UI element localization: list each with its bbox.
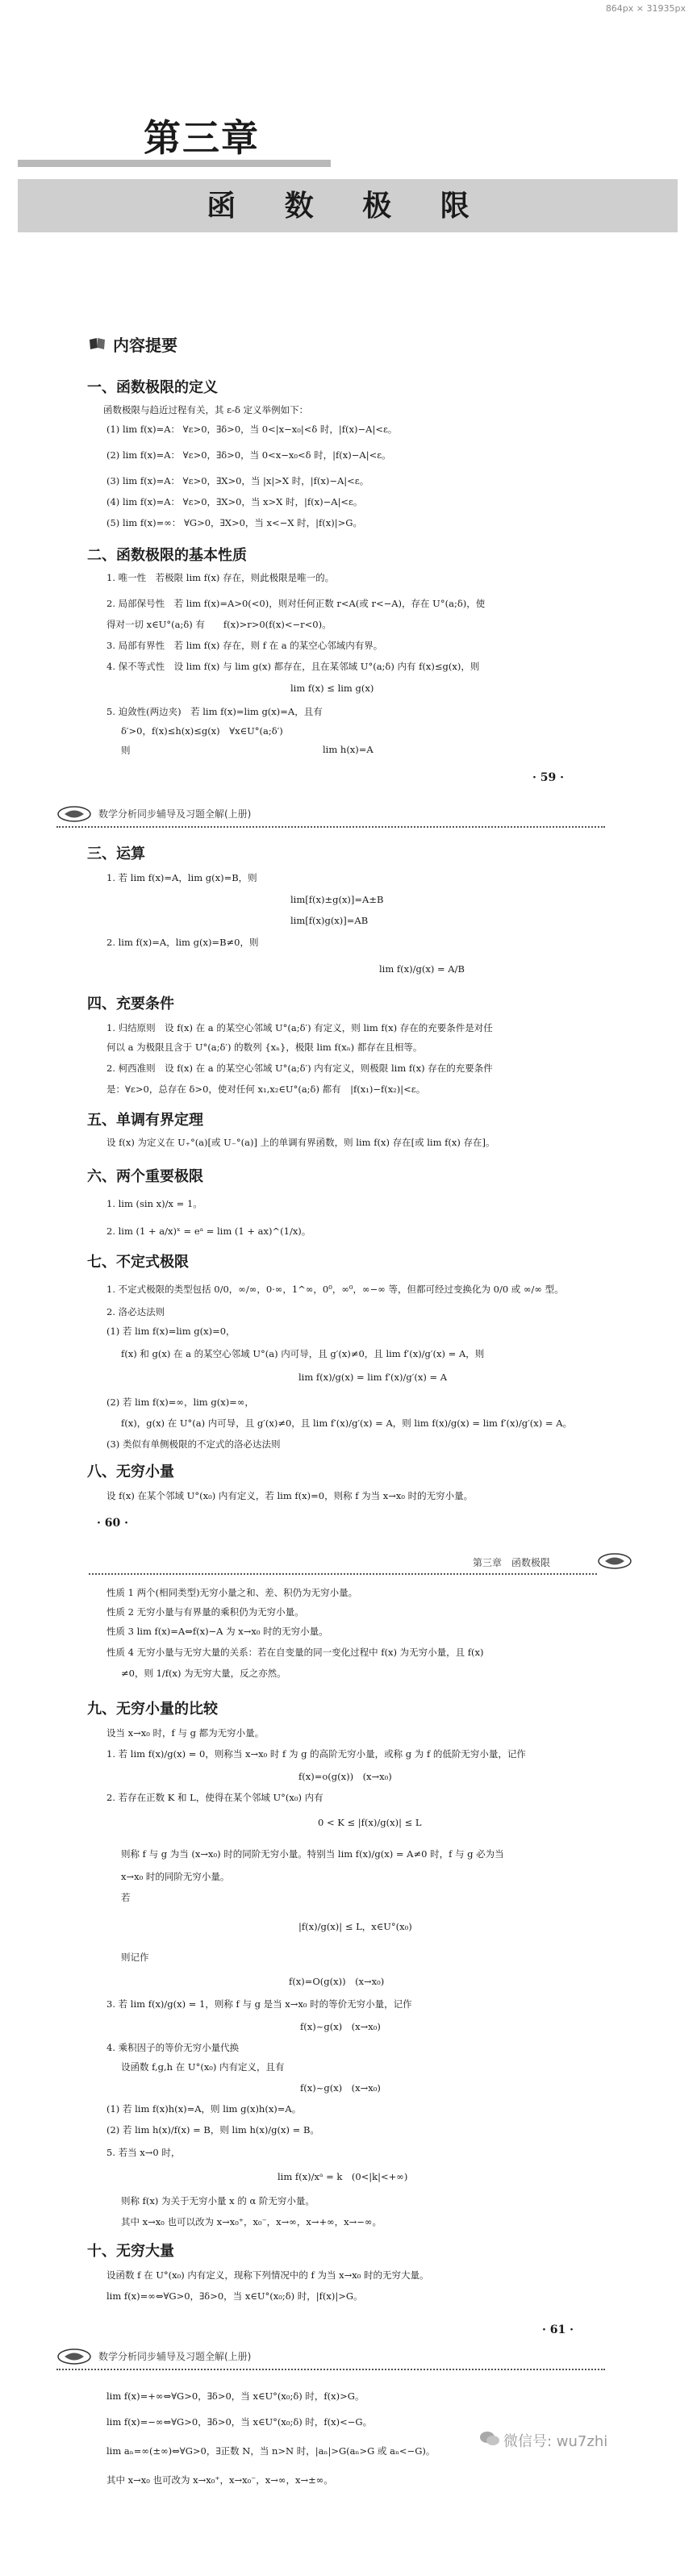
text-line: 设 f(x) 为定义在 U₊°(a)[或 U₋°(a)] 上的单调有界函数，则 lim f(x) 存在[或 lim f(x) 存在]。: [106, 1137, 495, 1148]
text-line: 4. 保不等式性 设 lim f(x) 与 lim g(x) 都存在，且在某邻域 U°(a;δ) 内有 f(x)≤g(x)，则: [106, 661, 480, 672]
text-line: ≠0，则 1/f(x) 为无穷大量，反之亦然。: [121, 1668, 286, 1679]
section-title: 五、单调有界定理: [87, 1112, 203, 1129]
text-line: (1) 若 lim f(x)=lim g(x)=0，: [106, 1326, 236, 1337]
text-line: (2) 若 lim f(x)=∞，lim g(x)=∞，: [106, 1397, 254, 1408]
text-line: 设当 x→x₀ 时，f 与 g 都为无穷小量。: [106, 1727, 265, 1739]
dimension-label: 864px × 31935px: [605, 3, 686, 14]
book-emblem-icon: [56, 805, 92, 826]
running-header: 第三章 函数极限: [473, 1557, 551, 1568]
text-line: lim f(x)=+∞⇔∀G>0，∃δ>0，当 x∈U°(x₀;δ) 时，f(x)>G。: [106, 2390, 365, 2402]
text-line: 其中 x→x₀ 也可改为 x→x₀⁺，x→x₀⁻，x→∞，x→±∞。: [106, 2474, 333, 2486]
text-line: 3. 局部有界性 若 lim f(x) 存在，则 f 在 a 的某空心邻域内有界。: [106, 640, 383, 651]
text-line: 则称 f(x) 为关于无穷小量 x 的 α 阶无穷小量。: [121, 2195, 315, 2207]
text-line: lim f(x)=∞⇔∀G>0，∃δ>0，当 x∈U°(x₀;δ) 时，|f(x)|>G。: [106, 2290, 363, 2302]
text-line: 2. lim (1 + a/x)ˣ = eᵃ = lim (1 + ax)^(1/x)。: [106, 1225, 311, 1237]
text-line: f(x) 和 g(x) 在 a 的某空心邻域 U°(a) 内可导，且 g′(x)≠0，且 lim f′(x)/g′(x) = A，则: [121, 1348, 485, 1359]
header-rule: [56, 2369, 605, 2370]
text-line: 2. 洛必达法则: [106, 1306, 165, 1317]
formula: f(x)=O(g(x)) (x→x₀): [289, 1976, 385, 1987]
text-line: 其中 x→x₀ 也可以改为 x→x₀⁺，x₀⁻，x→∞，x→+∞，x→−∞。: [121, 2216, 382, 2227]
text-line: 设函数 f 在 U°(x₀) 内有定义，现称下列情况中的 f 为当 x→x₀ 时的无穷大量。: [106, 2269, 429, 2281]
chapter-title-bar: [18, 179, 678, 232]
formula: lim f(x)/xᵃ = k (0<|k|<+∞): [278, 2171, 408, 2182]
text-line: (1) lim f(x)=A： ∀ε>0，∃δ>0，当 0<|x−x₀|<δ 时，|f(x)−A|<ε。: [106, 424, 398, 435]
text-line: 1. 若 lim f(x)/g(x) = 0，则称当 x→x₀ 时 f 为 g 的高阶无穷小量，或称 g 为 f 的低阶无穷小量，记作: [106, 1748, 526, 1760]
formula: lim[f(x)g(x)]=AB: [290, 915, 369, 926]
text-line: 设 f(x) 在某个邻域 U°(x₀) 内有定义，若 lim f(x)=0，则称 f 为当 x→x₀ 时的无穷小量。: [106, 1490, 474, 1501]
chapter-number: 第三章: [144, 116, 260, 160]
text-line: 则: [121, 745, 131, 756]
text-line: (3) 类似有单侧极限的不定式的洛必达法则: [106, 1438, 281, 1450]
formula: f(x)~g(x) (x→x₀): [300, 2082, 381, 2094]
text-line: lim aₙ=∞(±∞)⇔∀G>0，∃正数 N，当 n>N 时，|aₙ|>G(aₙ>G 或 aₙ<−G)。: [106, 2445, 436, 2457]
watermark-text: 微信号: wu7zhi: [503, 2433, 608, 2450]
text-line: 2. 柯西准则 设 f(x) 在 a 的某空心邻域 U°(a;δ′) 内有定义，则极限 lim f(x) 存在的充要条件: [106, 1063, 493, 1074]
text-line: 1. 唯一性 若极限 lim f(x) 存在，则此极限是唯一的。: [106, 572, 335, 583]
text-line: 性质 4 无穷小量与无穷大量的关系：若在自变量的同一变化过程中 f(x) 为无穷小量，且 f(x): [106, 1647, 484, 1658]
text-line: 性质 2 无穷小量与有界量的乘积仍为无穷小量。: [106, 1606, 304, 1618]
page-number: · 60 ·: [97, 1517, 128, 1530]
text-line: (1) 若 lim f(x)h(x)=A，则 lim g(x)h(x)=A。: [106, 2103, 302, 2115]
page-number: · 59 ·: [532, 771, 564, 784]
text-line: (3) lim f(x)=A： ∀ε>0，∃X>0，当 |x|>X 时，|f(x)−A|<ε。: [106, 475, 369, 486]
text-line: x→x₀ 时的同阶无穷小量。: [121, 1871, 230, 1882]
header-rule: [56, 826, 605, 828]
text-line: 则记作: [121, 1952, 149, 1963]
formula: lim h(x)=A: [323, 744, 374, 755]
formula: lim f(x) ≤ lim g(x): [290, 683, 374, 694]
text-line: 得对一切 x∈U°(a;δ) 有 f(x)>r>0(f(x)<−r<0)。: [106, 619, 332, 630]
section-title: 十、无穷大量: [87, 2243, 174, 2260]
running-header: 数学分析同步辅导及习题全解(上册): [98, 2351, 252, 2362]
page-number: · 61 ·: [542, 2323, 574, 2336]
chapter-divider: [18, 160, 331, 167]
formula: f(x)~g(x) (x→x₀): [300, 2021, 381, 2032]
text-line: (2) lim f(x)=A： ∀ε>0，∃δ>0，当 0<x−x₀<δ 时，|f(x)−A|<ε。: [106, 449, 391, 461]
wechat-icon: [479, 2430, 500, 2451]
text-line: 设函数 f,g,h 在 U°(x₀) 内有定义，且有: [121, 2061, 285, 2073]
text-line: 1. 若 lim f(x)=A，lim g(x)=B，则: [106, 872, 257, 883]
header-rule: [89, 1573, 597, 1575]
text-line: 性质 1 两个(相同类型)无穷小量之和、差、积仍为无穷小量。: [106, 1587, 358, 1598]
text-line: lim f(x)=−∞⇔∀G>0，∃δ>0，当 x∈U°(x₀;δ) 时，f(x)<−G。: [106, 2416, 373, 2428]
text-line: (4) lim f(x)=A： ∀ε>0，∃X>0，当 x>X 时，|f(x)−A|<ε。: [106, 496, 363, 507]
text-line: 3. 若 lim f(x)/g(x) = 1，则称 f 与 g 是当 x→x₀ 时的等价无穷小量，记作: [106, 1998, 412, 2010]
section-title: 二、函数极限的基本性质: [87, 547, 247, 564]
text-line: f(x)，g(x) 在 U°(a) 内可导，且 g′(x)≠0，且 lim f′(x)/g′(x) = A，则 lim f(x)/g(x) = lim f′(x)/g′(x) = A。: [121, 1417, 572, 1429]
book-emblem-icon: [597, 1552, 632, 1573]
section-title: 一、函数极限的定义: [87, 379, 218, 396]
formula: lim f(x)/g(x) = A/B: [379, 963, 465, 975]
formula: lim[f(x)±g(x)]=A±B: [290, 894, 384, 905]
formula: |f(x)/g(x)| ≤ L，x∈U°(x₀): [298, 1921, 412, 1932]
text-line: 则称 f 与 g 为当 (x→x₀) 时的同阶无穷小量。特别当 lim f(x)/g(x) = A≠0 时，f 与 g 必为当: [121, 1848, 504, 1860]
text-line: 是：∀ε>0，总存在 δ>0，使对任何 x₁,x₂∈U°(a;δ) 都有 |f(x₁)−f(x₂)|<ε。: [106, 1083, 426, 1095]
text-line: 2. lim f(x)=A，lim g(x)=B≠0，则: [106, 937, 259, 948]
section-title: 七、不定式极限: [87, 1254, 189, 1271]
text-line: 2. 若存在正数 K 和 L，使得在某个邻域 U°(x₀) 内有: [106, 1792, 323, 1803]
text-line: 1. 不定式极限的类型包括 0/0，∞/∞，0·∞，1^∞，0⁰，∞⁰，∞−∞ 等，但都可经过变换化为 0/0 或 ∞/∞ 型。: [106, 1284, 564, 1295]
section-title: 八、无穷小量: [87, 1463, 174, 1480]
text-line: 何以 a 为极限且含于 U°(a;δ′) 的数列 {xₙ}，极限 lim f(xₙ) 都存在且相等。: [106, 1042, 423, 1053]
formula: f(x)=o(g(x)) (x→x₀): [298, 1771, 392, 1782]
text-line: 性质 3 lim f(x)=A⇔f(x)−A 为 x→x₀ 时的无穷小量。: [106, 1626, 328, 1637]
formula: 0 < K ≤ |f(x)/g(x)| ≤ L: [318, 1817, 422, 1828]
text-line: 函数极限与趋近过程有关，其 ε-δ 定义举例如下：: [103, 404, 309, 415]
text-line: 1. 归结原则 设 f(x) 在 a 的某空心邻域 U°(a;δ′) 有定义，则 lim f(x) 存在的充要条件是对任: [106, 1022, 493, 1033]
text-line: 4. 乘积因子的等价无穷小量代换: [106, 2042, 240, 2053]
text-line: 5. 迫敛性(两边夹) 若 lim f(x)=lim g(x)=A，且有: [106, 706, 323, 717]
text-line: δ′>0，f(x)≤h(x)≤g(x) ∀x∈U°(a;δ′): [121, 725, 283, 737]
section-title: 四、充要条件: [87, 996, 174, 1012]
section-title: 三、运算: [87, 845, 145, 862]
text-line: (5) lim f(x)=∞： ∀G>0，∃X>0，当 x<−X 时，|f(x)|>G。: [106, 517, 362, 528]
text-line: 5. 若当 x→0 时，: [106, 2147, 181, 2158]
text-line: 若: [121, 1892, 131, 1903]
text-line: 2. 局部保号性 若 lim f(x)=A>0(<0)，则对任何正数 r<A(或 r<−A)，存在 U°(a;δ)，使: [106, 598, 486, 609]
section-title: 九、无穷小量的比较: [87, 1701, 218, 1718]
chapter-title: 函 数 极 限: [207, 189, 489, 223]
formula: lim f(x)/g(x) = lim f′(x)/g′(x) = A: [298, 1372, 448, 1383]
book-emblem-icon: [56, 2348, 92, 2369]
text-line: 1. lim (sin x)/x = 1。: [106, 1198, 202, 1209]
summary-title: 内容提要: [113, 336, 177, 355]
section-title: 六、两个重要极限: [87, 1168, 203, 1185]
running-header: 数学分析同步辅导及习题全解(上册): [98, 808, 252, 820]
book-icon: [89, 337, 106, 353]
text-line: (2) 若 lim h(x)/f(x) = B，则 lim h(x)/g(x) = B。: [106, 2124, 319, 2136]
